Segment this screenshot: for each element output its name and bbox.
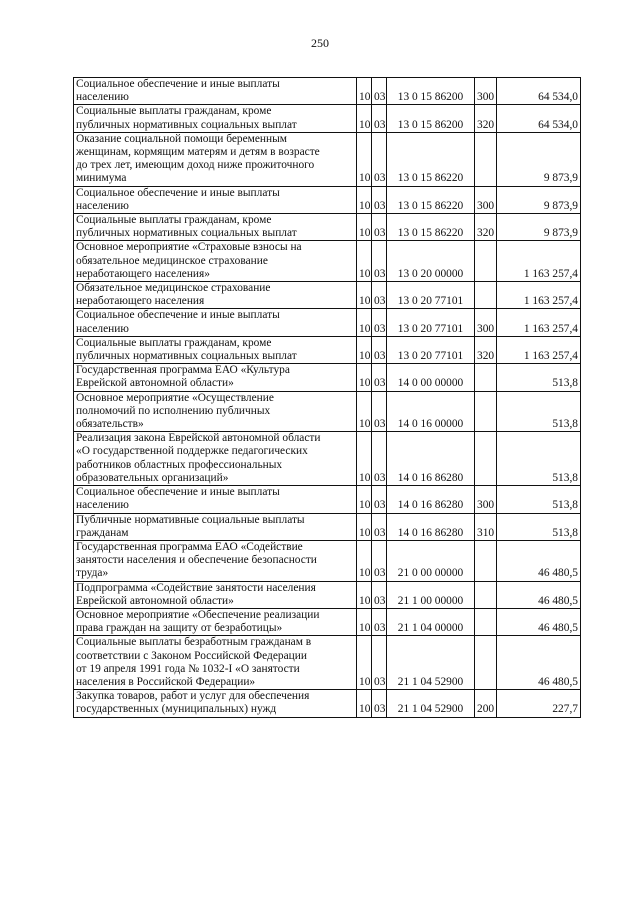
expense-type-code: 300: [475, 78, 497, 105]
row-name-line: государственных (муниципальных) нужд: [76, 703, 277, 716]
row-name-line: Социальное обеспечение и иные выплаты: [76, 78, 280, 90]
row-name: [74, 581, 357, 608]
amount: 9 873,9: [497, 132, 581, 186]
row-name: [74, 132, 357, 186]
target-article-code: 21 1 04 00000: [387, 608, 475, 635]
section-code: 10: [357, 540, 372, 581]
target-article-code: 13 0 20 77101: [387, 309, 475, 336]
amount: 1 163 257,4: [497, 336, 581, 363]
expense-type-code: [475, 608, 497, 635]
target-article-code: 21 1 04 52900: [387, 690, 475, 717]
target-article-code: 14 0 16 86280: [387, 513, 475, 540]
table-row: [74, 132, 581, 186]
amount: 46 480,5: [497, 636, 581, 690]
row-name-line: Еврейской автономной области»: [76, 377, 234, 390]
expense-type-code: 300: [475, 486, 497, 513]
expense-type-code: 310: [475, 513, 497, 540]
amount: 64 534,0: [497, 105, 581, 132]
table-row: [74, 581, 581, 608]
section-code: 10: [357, 513, 372, 540]
table-row: [74, 636, 581, 690]
subsection-code: 03: [372, 105, 387, 132]
row-name-line: Основное мероприятие «Обеспечение реализации: [76, 608, 320, 621]
row-name-line: Социальное обеспечение и иные выплаты: [76, 309, 280, 322]
row-name-line: гражданам: [76, 526, 129, 539]
row-name-line: Обязательное медицинское страхование: [76, 282, 271, 295]
amount: 46 480,5: [497, 608, 581, 635]
amount: 9 873,9: [497, 186, 581, 213]
subsection-code: 03: [372, 241, 387, 282]
row-name: [74, 186, 357, 213]
section-code: 10: [357, 309, 372, 336]
table-row: [74, 105, 581, 132]
subsection-code: 03: [372, 364, 387, 391]
row-name-line: образовательных организаций»: [76, 471, 229, 484]
table-row: [74, 186, 581, 213]
amount: 64 534,0: [497, 78, 581, 105]
subsection-code: 03: [372, 214, 387, 241]
section-code: 10: [357, 364, 372, 391]
row-name-line: соответствии с Законом Российской Федерации: [76, 649, 307, 662]
section-code: 10: [357, 186, 372, 213]
subsection-code: 03: [372, 132, 387, 186]
table-row: [74, 78, 581, 105]
row-name: [74, 214, 357, 241]
row-name-line: населению: [76, 499, 129, 512]
row-name-line: минимума: [76, 172, 127, 185]
row-name: [74, 513, 357, 540]
amount: 227,7: [497, 690, 581, 717]
section-code: 10: [357, 282, 372, 309]
row-name-line: публичных нормативных социальных выплат: [76, 118, 297, 131]
row-name-line: Подпрограмма «Содействие занятости населения: [76, 581, 316, 594]
expense-type-code: [475, 241, 497, 282]
amount: 1 163 257,4: [497, 282, 581, 309]
target-article-code: 13 0 20 77101: [387, 282, 475, 309]
row-name-line: Социальное обеспечение и иные выплаты: [76, 186, 280, 199]
row-name-line: населения в Российской Федерации»: [76, 675, 256, 688]
row-name-line: Основное мероприятие «Осуществление: [76, 391, 274, 404]
row-name-line: Оказание социальной помощи беременным: [76, 132, 287, 145]
row-name: [74, 78, 357, 105]
table-row: [74, 214, 581, 241]
section-code: 10: [357, 214, 372, 241]
row-name-line: Государственная программа ЕАО «Содействие: [76, 540, 303, 553]
table-row: [74, 309, 581, 336]
target-article-code: 21 0 00 00000: [387, 540, 475, 581]
target-article-code: 13 0 15 86220: [387, 214, 475, 241]
row-name-line: Социальные выплаты гражданам, кроме: [76, 336, 272, 349]
row-name-line: Социальное обеспечение и иные выплаты: [76, 486, 280, 499]
table-row: [74, 391, 581, 432]
row-name-line: Реализация закона Еврейской автономной области: [76, 432, 321, 445]
row-name-line: Публичные нормативные социальные выплаты: [76, 513, 305, 526]
subsection-code: 03: [372, 690, 387, 717]
subsection-code: 03: [372, 540, 387, 581]
subsection-code: 03: [372, 636, 387, 690]
subsection-code: 03: [372, 513, 387, 540]
subsection-code: 03: [372, 391, 387, 432]
row-name: [74, 241, 357, 282]
section-code: 10: [357, 241, 372, 282]
target-article-code: 13 0 15 86220: [387, 132, 475, 186]
budget-table: [73, 77, 581, 718]
table-row: [74, 364, 581, 391]
section-code: 10: [357, 78, 372, 105]
row-name: [74, 282, 357, 309]
row-name: [74, 540, 357, 581]
expense-type-code: 320: [475, 214, 497, 241]
subsection-code: 03: [372, 78, 387, 105]
row-name: [74, 309, 357, 336]
page-number: 250: [311, 36, 329, 50]
row-name: [74, 636, 357, 690]
expense-type-code: [475, 581, 497, 608]
amount: 513,8: [497, 486, 581, 513]
section-code: 10: [357, 608, 372, 635]
row-name-line: «О государственной поддержке педагогических: [76, 445, 308, 458]
row-name: [74, 432, 357, 486]
amount: 513,8: [497, 513, 581, 540]
row-name-line: публичных нормативных социальных выплат: [76, 227, 297, 240]
row-name: [74, 105, 357, 132]
row-name-line: публичных нормативных социальных выплат: [76, 350, 297, 363]
row-name: [74, 486, 357, 513]
subsection-code: 03: [372, 282, 387, 309]
subsection-code: 03: [372, 608, 387, 635]
row-name-line: женщинам, кормящим матерям и детям в возрасте: [76, 146, 320, 159]
row-name: [74, 336, 357, 363]
row-name-line: населению: [76, 322, 129, 335]
row-name-line: полномочий по исполнению публичных: [76, 404, 271, 417]
section-code: 10: [357, 486, 372, 513]
row-name-line: занятости населения и обеспечение безопасности: [76, 554, 317, 567]
row-name-line: Социальные выплаты гражданам, кроме: [76, 105, 272, 118]
row-name-line: неработающего населения»: [76, 267, 210, 280]
expense-type-code: 300: [475, 186, 497, 213]
expense-type-code: [475, 132, 497, 186]
amount: 46 480,5: [497, 540, 581, 581]
table-row: [74, 540, 581, 581]
expense-type-code: [475, 432, 497, 486]
subsection-code: 03: [372, 336, 387, 363]
row-name: [74, 364, 357, 391]
target-article-code: 13 0 20 00000: [387, 241, 475, 282]
expense-type-code: [475, 636, 497, 690]
subsection-code: 03: [372, 309, 387, 336]
row-name-line: обязательств»: [76, 418, 144, 431]
table-row: [74, 690, 581, 717]
expense-type-code: 200: [475, 690, 497, 717]
expense-type-code: [475, 364, 497, 391]
amount: 513,8: [497, 432, 581, 486]
row-name-line: Социальные выплаты безработным гражданам в: [76, 636, 312, 649]
target-article-code: 21 1 04 52900: [387, 636, 475, 690]
expense-type-code: [475, 540, 497, 581]
expense-type-code: 300: [475, 309, 497, 336]
target-article-code: 13 0 15 86200: [387, 105, 475, 132]
row-name-line: Социальные выплаты гражданам, кроме: [76, 214, 272, 227]
expense-type-code: 320: [475, 105, 497, 132]
row-name-line: неработающего населения: [76, 295, 205, 308]
subsection-code: 03: [372, 186, 387, 213]
target-article-code: 21 1 00 00000: [387, 581, 475, 608]
row-name-line: Еврейской автономной области»: [76, 594, 234, 607]
row-name-line: населению: [76, 199, 129, 212]
row-name: [74, 608, 357, 635]
row-name-line: от 19 апреля 1991 года № 1032-I «О занятости: [76, 662, 300, 675]
row-name-line: работников областных профессиональных: [76, 458, 283, 471]
section-code: 10: [357, 391, 372, 432]
row-name-line: Закупка товаров, работ и услуг для обеспечения: [76, 690, 310, 703]
subsection-code: 03: [372, 581, 387, 608]
section-code: 10: [357, 105, 372, 132]
section-code: 10: [357, 432, 372, 486]
table-row: [74, 241, 581, 282]
table-row: [74, 608, 581, 635]
row-name-line: труда»: [76, 567, 109, 580]
row-name-line: до трех лет, имеющим доход ниже прожиточного: [76, 159, 315, 172]
target-article-code: 13 0 15 86200: [387, 78, 475, 105]
target-article-code: 14 0 16 00000: [387, 391, 475, 432]
row-name: [74, 690, 357, 717]
table-row: [74, 432, 581, 486]
subsection-code: 03: [372, 486, 387, 513]
section-code: 10: [357, 690, 372, 717]
target-article-code: 14 0 16 86280: [387, 432, 475, 486]
target-article-code: 14 0 00 00000: [387, 364, 475, 391]
section-code: 10: [357, 581, 372, 608]
amount: 513,8: [497, 391, 581, 432]
row-name-line: Основное мероприятие «Страховые взносы на: [76, 241, 302, 254]
target-article-code: 14 0 16 86280: [387, 486, 475, 513]
amount: 46 480,5: [497, 581, 581, 608]
table-row: [74, 486, 581, 513]
expense-type-code: [475, 282, 497, 309]
subsection-code: 03: [372, 432, 387, 486]
budget-table-body: [74, 78, 581, 718]
row-name: [74, 391, 357, 432]
row-name-line: права граждан на защиту от безработицы»: [76, 622, 283, 635]
table-row: [74, 513, 581, 540]
amount: 1 163 257,4: [497, 309, 581, 336]
table-row: [74, 336, 581, 363]
expense-type-code: [475, 391, 497, 432]
section-code: 10: [357, 132, 372, 186]
row-name-line: обязательное медицинское страхование: [76, 254, 268, 267]
section-code: 10: [357, 336, 372, 363]
target-article-code: 13 0 20 77101: [387, 336, 475, 363]
row-name-line: Государственная программа ЕАО «Культура: [76, 364, 290, 377]
row-name-line: населению: [76, 91, 129, 104]
table-row: [74, 282, 581, 309]
expense-type-code: 320: [475, 336, 497, 363]
target-article-code: 13 0 15 86220: [387, 186, 475, 213]
section-code: 10: [357, 636, 372, 690]
amount: 513,8: [497, 364, 581, 391]
amount: 1 163 257,4: [497, 241, 581, 282]
amount: 9 873,9: [497, 214, 581, 241]
